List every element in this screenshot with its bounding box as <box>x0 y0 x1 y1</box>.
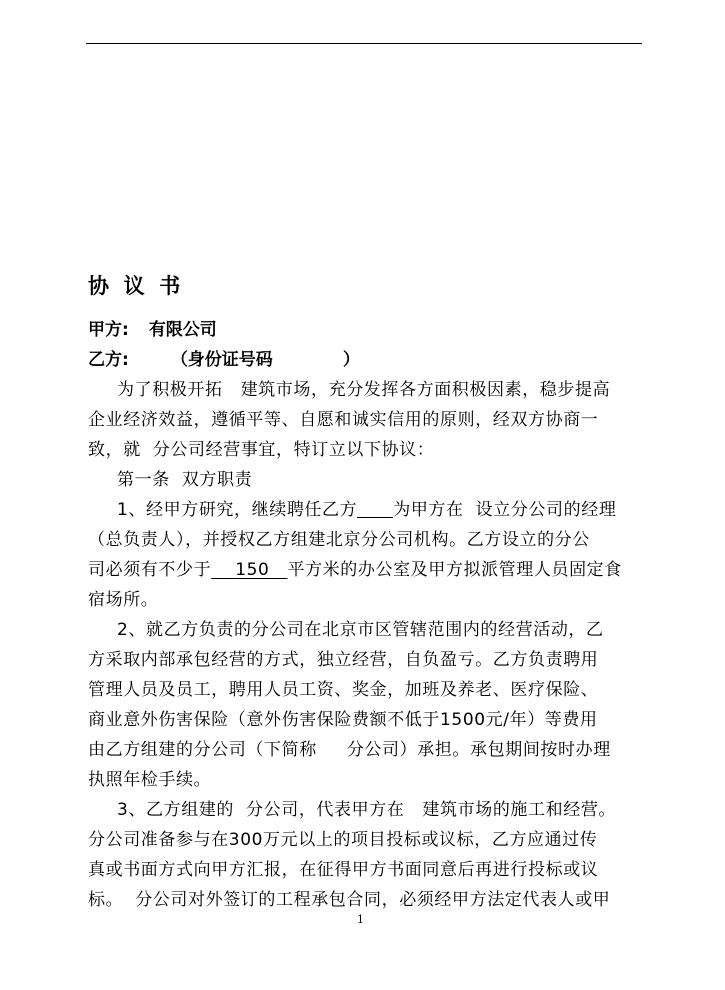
body-line-7 <box>88 557 622 583</box>
clause-1-end: 为甲方在 设立分公司的经理 <box>393 500 617 520</box>
clause-3-line-1: 3、乙方组建的 分公司，代表甲方在 建筑市场的施工和经营。 <box>117 800 617 820</box>
area-text-end: 平方米的办公室及甲方拟派管理人员固定食 <box>287 560 622 580</box>
clause-2-line-1: 2、就乙方负责的分公司在北京市区管辖范围内的经营活动，乙 <box>117 620 604 640</box>
body-line-1: 为了积极开拓 建筑市场，充分发挥各方面积极因素，稳步提高 <box>117 380 611 400</box>
office-area-value: 150 <box>235 560 270 580</box>
clause-3-line-2: 分公司准备参与在300万元以上的项目投标或议标，乙方应通过传 <box>88 830 598 850</box>
article-1-heading: 第一条 双方职责 <box>117 470 253 490</box>
party-a-label: 甲方: <box>88 320 129 340</box>
name-blank <box>357 499 393 518</box>
party-b-id-open: （身份证号码 <box>170 350 273 370</box>
clause-3-line-3: 真或书面方式向甲方汇报，在征得甲方书面同意后再进行投标或议 <box>88 860 599 880</box>
party-a-line <box>88 317 217 343</box>
clause-1-start: 1、经甲方研究，继续聘任乙方 <box>117 500 358 520</box>
body-line-5 <box>117 497 616 523</box>
body-line-6: （总负责人），并授权乙方组建北京分公司机构。乙方设立的分公 <box>88 530 590 550</box>
body-line-8: 宿场所。 <box>88 590 159 610</box>
document-title: 协 议 书 <box>88 274 181 298</box>
header-rule <box>86 43 642 44</box>
clause-2-line-5: 由乙方组建的分公司（下简称 分公司）承担。承包期间按时办理 <box>88 740 611 760</box>
page-number: 1 <box>357 913 364 926</box>
party-b-line <box>88 347 360 373</box>
party-b-label: 乙方: <box>88 350 129 370</box>
clause-2-line-6: 执照年检手续。 <box>88 770 212 790</box>
area-text-start: 司必须有不少于 <box>88 560 212 580</box>
clause-2-line-2: 方采取内部承包经营的方式，独立经营，自负盈亏。乙方负责聘用 <box>88 650 599 670</box>
clause-3-line-4: 标。 分公司对外签订的工程承包合同，必须经甲方法定代表人或甲 <box>88 890 611 910</box>
body-line-2: 企业经济效益，遵循平等、自愿和诚实信用的原则，经双方协商一 <box>88 410 599 430</box>
clause-2-line-4: 商业意外伤害保险（意外伤害保险费额不低于1500元/年）等费用 <box>88 710 598 730</box>
party-b-id-close: ） <box>342 350 360 370</box>
body-line-3: 致，就 分公司经营事宜，特订立以下协议： <box>88 440 435 460</box>
clause-2-line-3: 管理人员及员工，聘用人员工资、奖金，加班及养老、医疗保险、 <box>88 680 599 700</box>
party-a-name: 有限公司 <box>148 320 217 340</box>
